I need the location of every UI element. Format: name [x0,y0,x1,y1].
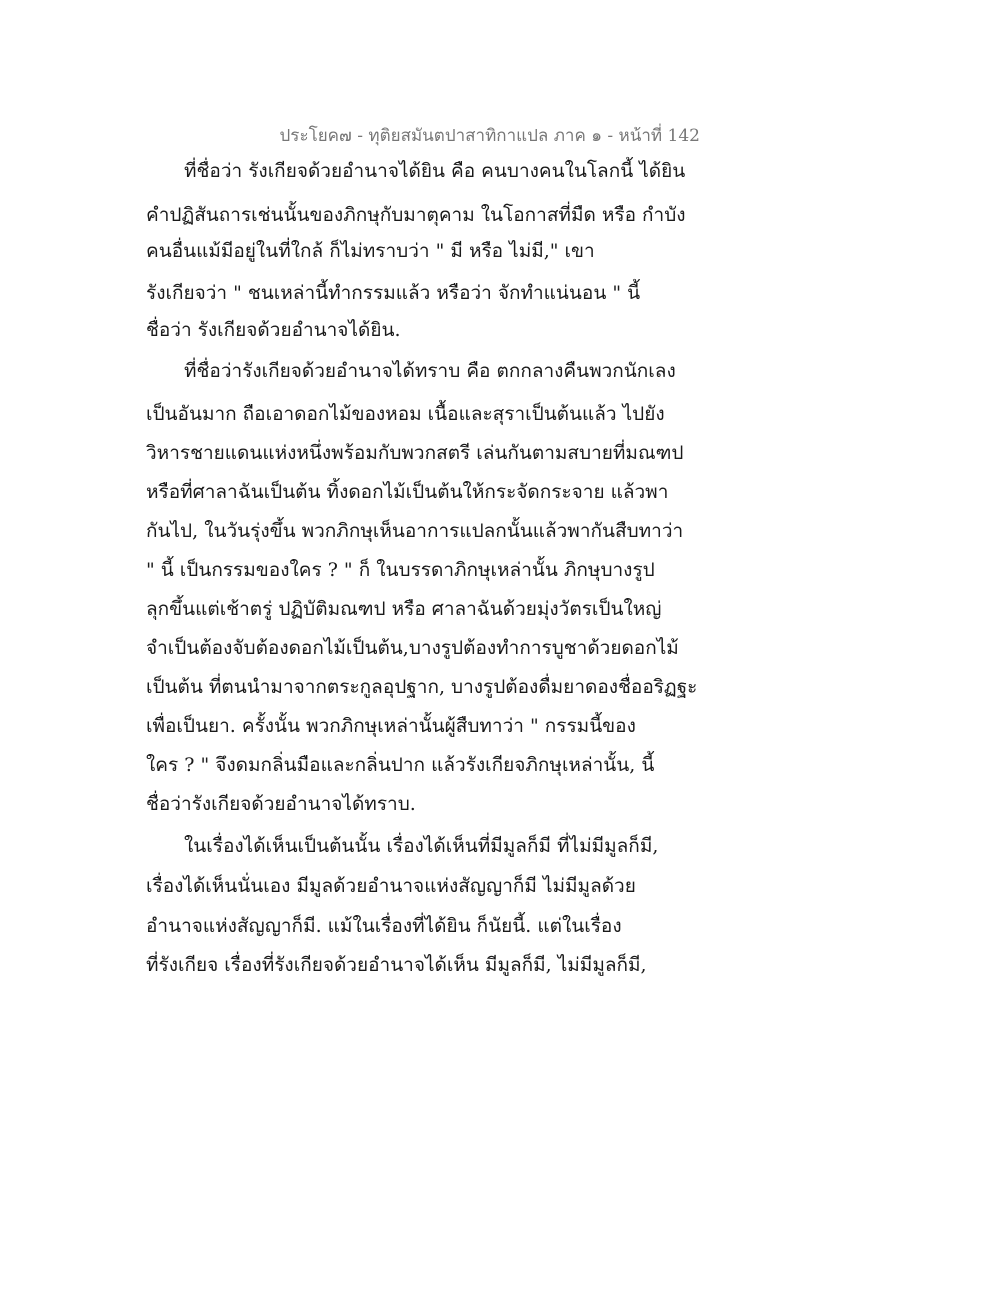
paragraph-line: ชื่อว่า รังเกียจด้วยอำนาจได้ยิน. [146,319,401,341]
paragraph-line: อำนาจแห่งสัญญาก็มี. แม้ในเรื่องที่ได้ยิน ก็นัยนี้. แต่ในเรื่อง [146,915,622,937]
paragraph-line: ในเรื่องได้เห็นเป็นต้นนั้น เรื่องได้เห็นที่มีมูลก็มี ที่ไม่มีมูลก็มี, [184,835,659,857]
paragraph-line: เป็นต้น ที่ตนนำมาจากตระกูลอุปฐาก, บางรูปต้องดื่มยาดองชื่ออริฏฐะ [146,676,698,698]
paragraph-line: หรือที่ศาลาฉันเป็นต้น ทิ้งดอกไม้เป็นต้นให้กระจัดกระจาย แล้วพา [146,481,669,503]
paragraph-line: ใคร ? " จึงดมกลิ่นมือและกลิ่นปาก แล้วรังเกียจภิกษุเหล่านั้น, นี้ [146,754,655,776]
paragraph-line: เป็นอันมาก ถือเอาดอกไม้ของหอม เนื้อและสุราเป็นต้นแล้ว ไปยัง [146,403,665,425]
paragraph-line: กันไป, ในวันรุ่งขึ้น พวกภิกษุเห็นอาการแปลกนั้นแล้วพากันสืบทาว่า [146,520,684,542]
paragraph-line: รังเกียจว่า " ชนเหล่านี้ทำกรรมแล้ว หรือว่า จักทำแน่นอน " นี้ [146,282,641,304]
paragraph-line: คำปฏิสันถารเช่นนั้นของภิกษุกับมาตุคาม ในโอกาสที่มืด หรือ กำบัง [146,204,686,226]
paragraph-line: ชื่อว่ารังเกียจด้วยอำนาจได้ทราบ. [146,793,416,815]
paragraph-line: เรื่องได้เห็นนั่นเอง มีมูลด้วยอำนาจแห่งสัญญาก็มี ไม่มีมูลด้วย [146,875,636,897]
paragraph-line: " นี้ เป็นกรรมของใคร ? " ก็ ในบรรดาภิกษุเหล่านั้น ภิกษุบางรูป [146,559,655,581]
paragraph-line: ที่ชื่อว่า รังเกียจด้วยอำนาจได้ยิน คือ คนบางคนในโลกนี้ ได้ยิน [184,160,686,182]
paragraph-line: ที่ชื่อว่ารังเกียจด้วยอำนาจได้ทราบ คือ ตกกลางคืนพวกนักเลง [184,360,676,382]
page-header: ประโยค๗ - ทุติยสมันตปาสาทิกาแปล ภาค ๑ - หน้าที่ 142 [279,126,700,146]
paragraph-line: คนอื่นแม้มีอยู่ในที่ใกล้ ก็ไม่ทราบว่า " มี หรือ ไม่มี," เขา [146,240,595,262]
paragraph-line: วิหารชายแดนแห่งหนึ่งพร้อมกับพวกสตรี เล่นกันตามสบายที่มณฑป [146,442,684,464]
paragraph-line: ที่รังเกียจ เรื่องที่รังเกียจด้วยอำนาจได้เห็น มีมูลก็มี, ไม่มีมูลก็มี, [146,954,647,976]
paragraph-line: จำเป็นต้องจับต้องดอกไม้เป็นต้น,บางรูปต้องทำการบูชาด้วยดอกไม้ [146,637,679,659]
paragraph-line: เพื่อเป็นยา. ครั้งนั้น พวกภิกษุเหล่านั้นผู้สืบทาว่า " กรรมนี้ของ [146,715,636,737]
paragraph-line: ลุกขึ้นแต่เช้าตรู่ ปฏิบัติมณฑป หรือ ศาลาฉันด้วยมุ่งวัตรเป็นใหญ่ [146,598,662,620]
